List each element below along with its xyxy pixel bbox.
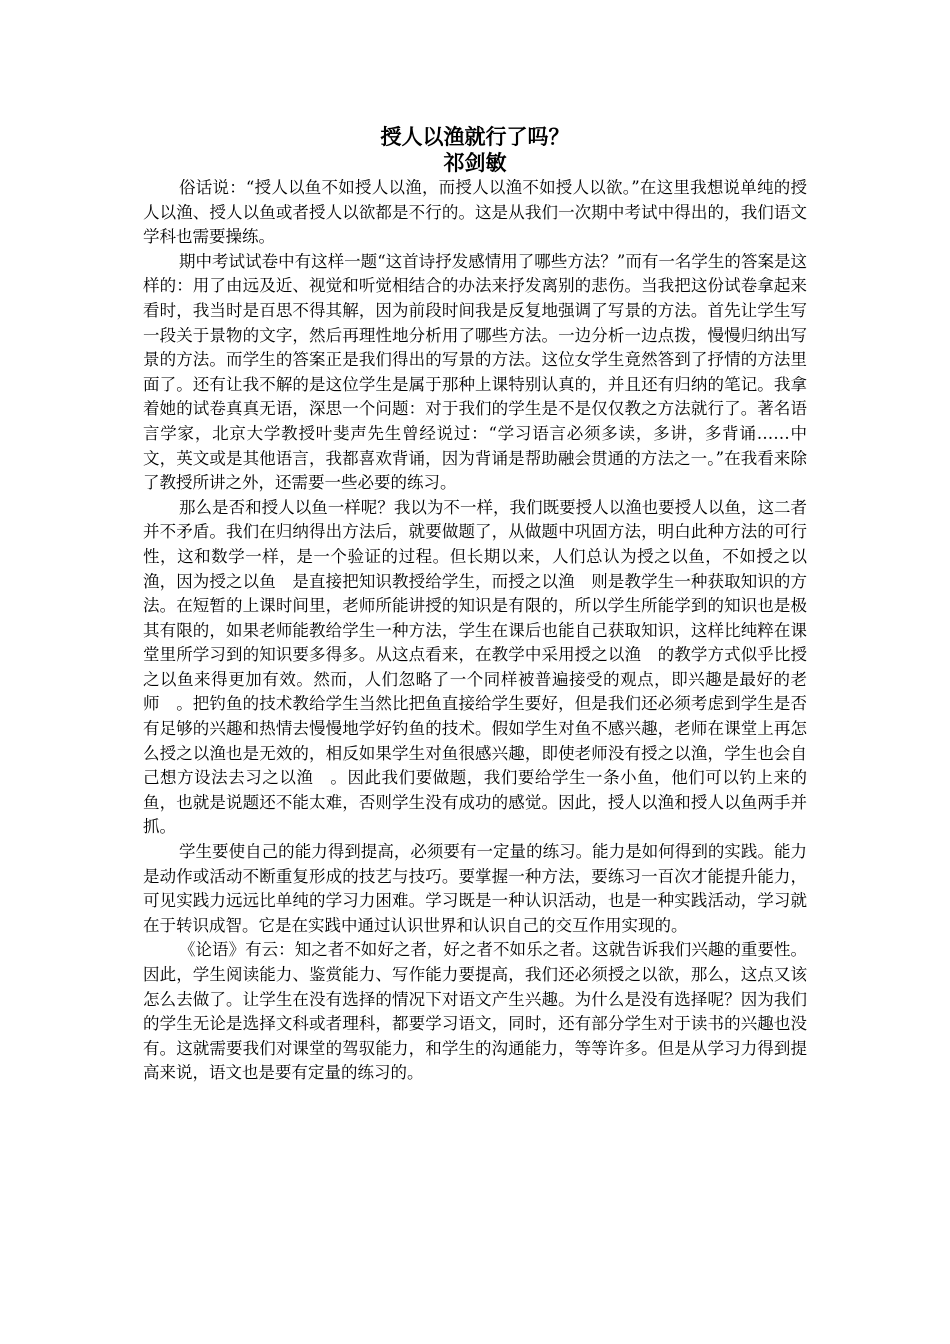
document-author: 祁剑敏 xyxy=(443,151,507,175)
paragraph-1: 俗话说：“授人以鱼不如授人以渔，而授人以渔不如授人以欲。”在这里我想说单纯的授人以渔、授人以鱼或者授人以欲都是不行的。这是从我们一次期中考试中得出的，我们语文学科也需要操练。 xyxy=(143,178,807,247)
paragraph-5: 《论语》有云：知之者不如好之者，好之者不如乐之者。这就告诉我们兴趣的重要性。因此，学生阅读能力、鉴赏能力、写作能力要提高，我们还必须授之以欲，那么，这点又该怎么去做了。让学生在没有选择的情况下对语文产生兴趣。为什么是没有选择呢？因为我们的学生无论是选择文科或者理科，都要学习语文，同时，还有部分学生对于读书的兴趣也没有。这就需要我们对课堂的驾驭能力，和学生的沟通能力，等等许多。但是从学习力得到提高来说，语文也是要有定量的练习的。 xyxy=(143,940,807,1083)
document-body xyxy=(143,176,807,1086)
paragraph-2: 期中考试试卷中有这样一题“这首诗抒发感情用了哪些方法？”而有一名学生的答案是这样的：用了由远及近、视觉和听觉相结合的办法来抒发离别的悲伤。当我把这份试卷拿起来看时，我当时是百思不得其解，因为前段时间我是反复地强调了写景的方法。首先让学生写一段关于景物的文字，然后再理性地分析用了哪些方法。一边分析一边点拨，慢慢归纳出写景的方法。而学生的答案正是我们得出的写景的方法。这位女学生竟然答到了抒情的方法里面了。还有让我不解的是这位学生是属于那种上课特别认真的，并且还有归纳的笔记。我拿着她的试卷真真无语，深思一个问题：对于我们的学生是不是仅仅教之方法就行了。著名语言学家，北京大学教授叶斐声先生曾经说过：“学习语言必须多读，多讲，多背诵……中文，英文或是其他语言，我都喜欢背诵，因为背诵是帮助融会贯通的方法之一。”在我看来除了教授所讲之外，还需要一些必要的练习。 xyxy=(143,251,807,493)
paragraph-3: 那么是否和授人以鱼一样呢？我以为不一样，我们既要授人以渔也要授人以鱼，这二者并不矛盾。我们在归纳得出方法后，就要做题了，从做题中巩固方法，明白此种方法的可行性，这和数学一样，是一个验证的过程。但长期以来，人们总认为授之以鱼，不如授之以渔，因为授之以鱼 是直接把知识教授给学生，而授之以渔 则是教学生一种获取知识的方法。在短暂的上课时间里，老师所能讲授的知识是有限的，所以学生所能学到的知识也是极其有限的，如果老师能教给学生一种方法，学生在课后也能自己获取知识，这样比纯粹在课堂里所学习到的知识要多得多。从这点看来，在教学中采用授之以渔 的教学方式似乎比授之以鱼来得更加有效。然而，人们忽略了一个同样被普遍接受的观点，即兴趣是最好的老师 。把钓鱼的技术教给学生当然比把鱼直接给学生要好，但是我们还必须考虑到学生是否有足够的兴趣和热情去慢慢地学好钓鱼的技术。假如学生对鱼不感兴趣，老师在课堂上再怎么授之以渔也是无效的，相反如果学生对鱼很感兴趣，即使老师没有授之以渔，学生也会自己想方设法去习之以渔 。因此我们要做题，我们要给学生一条小鱼，他们可以钓上来的鱼，也就是说题还不能太难，否则学生没有成功的感觉。因此，授人以渔和授人以鱼两手并抓。 xyxy=(143,497,807,837)
document-title: 授人以渔就行了吗？ xyxy=(380,125,570,149)
paragraph-4: 学生要使自己的能力得到提高，必须要有一定量的练习。能力是如何得到的实践。能力是动作或活动不断重复形成的技艺与技巧。要掌握一种方法，要练习一百次才能提升能力，可见实践力远远比单纯的学习力困难。学习既是一种认识活动，也是一种实践活动，学习就在于转识成智。它是在实践中通过认识世界和认识自己的交互作用实现的。 xyxy=(143,842,807,935)
